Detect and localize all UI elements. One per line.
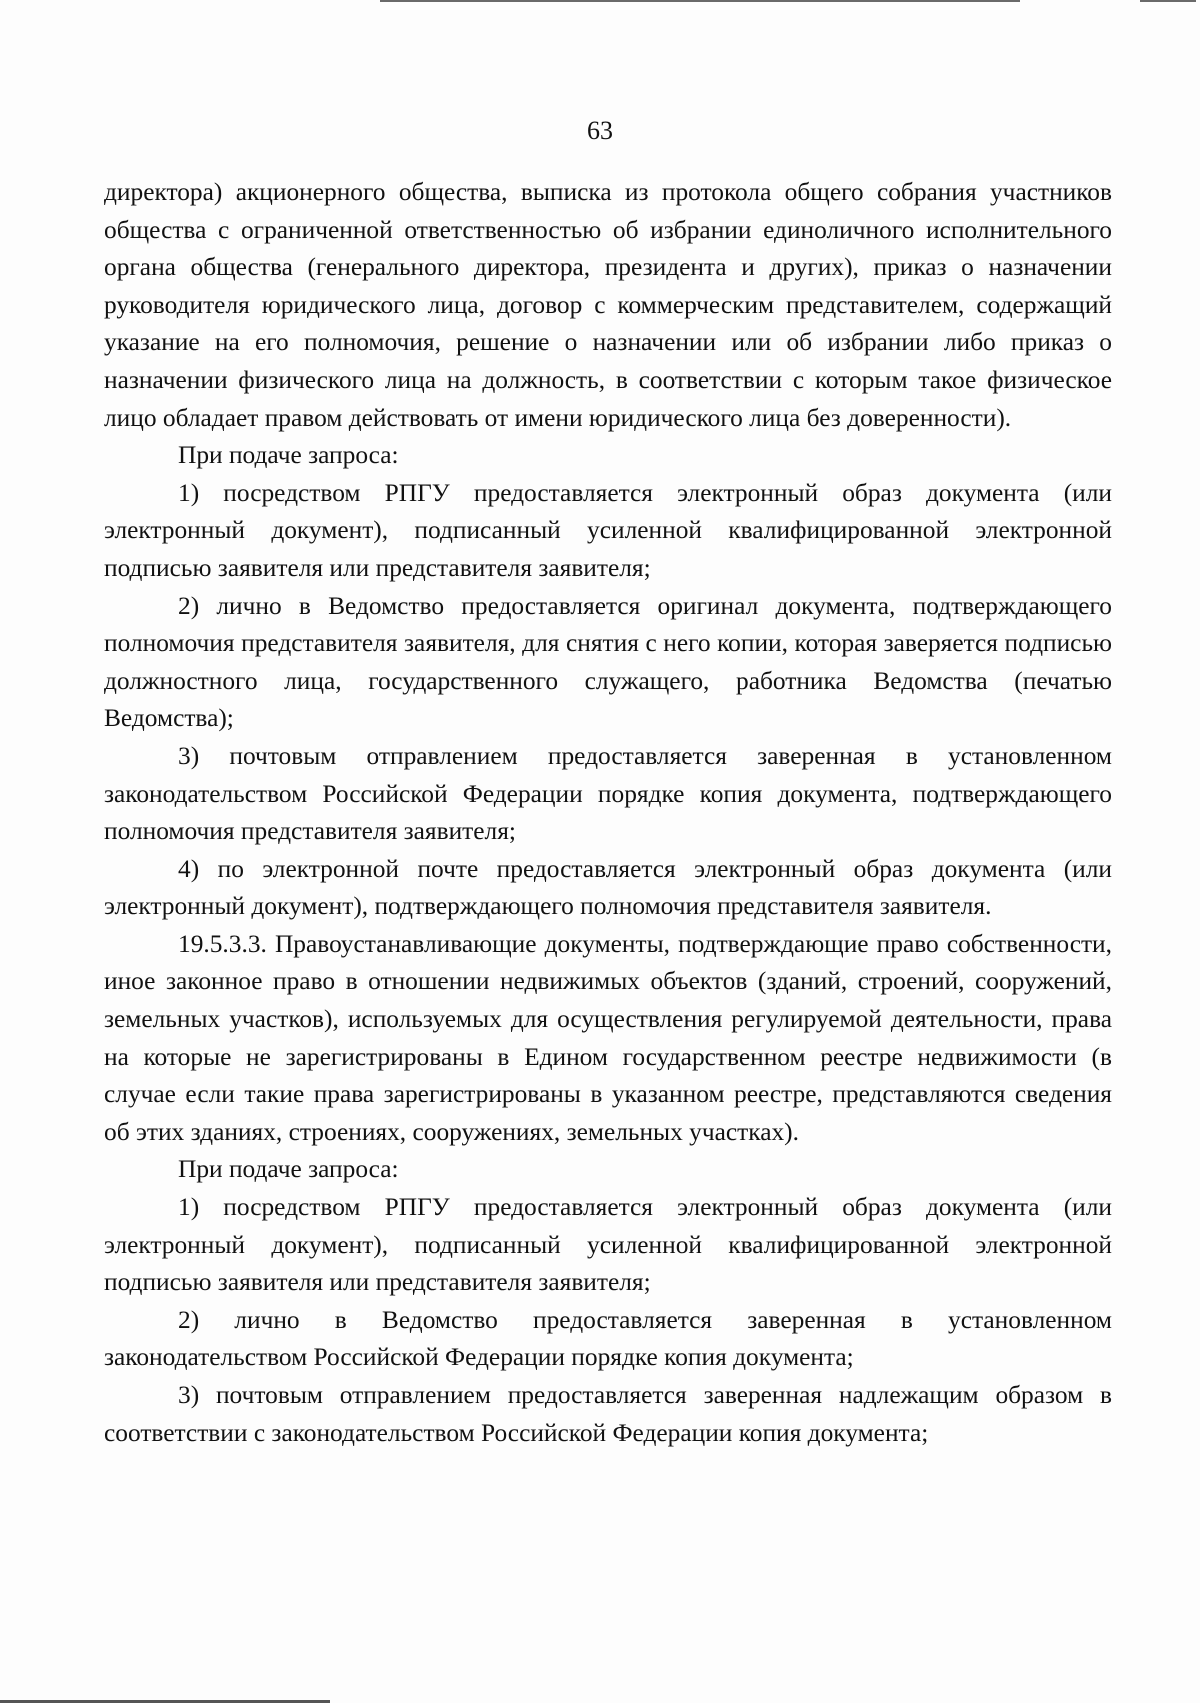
paragraph-item: 2) лично в Ведомство предоставляется заверенная в установленном законодательством Российской Федерации порядке копия документа; <box>104 1305 1112 1372</box>
paragraph-request-heading: При подаче запроса: <box>178 441 399 470</box>
scan-edge-top-right <box>1140 0 1196 2</box>
paragraph-section: 19.5.3.3. Правоустанавливающие документы, подтверждающие право собственности, иное законное право в отношении недвижимых объектов (зданий, строений, сооружений, земельных участков), используемых для осуществления регулируемой деятельности, права на которые не зарегистрированы в Едином государственном реестре недвижимости (в случае если такие права зарегистрированы в указанном реестре, представляются сведения об этих зданиях, строениях, сооружениях, земельных участках). <box>104 929 1112 1146</box>
paragraph-item: 4) по электронной почте предоставляется электронный образ документа (или электронный документ), подтверждающего полномочия представителя заявителя. <box>104 854 1112 921</box>
paragraph-item: 1) посредством РПГУ предоставляется электронный образ документа (или электронный документ), подписанный усиленной квалифицированной электронной подписью заявителя или представителя заявителя; <box>104 478 1112 582</box>
page-number: 63 <box>587 116 613 145</box>
paragraph-item: 3) почтовым отправлением предоставляется заверенная надлежащим образом в соответствии с законодательством Российской Федерации копия документа; <box>104 1381 1112 1447</box>
document-body <box>104 174 1112 1452</box>
paragraph-item: 2) лично в Ведомство предоставляется оригинал документа, подтверждающего полномочия представителя заявителя, для снятия с него копии, которая заверяется подписью должностного лица, государственного служащего, работника Ведомства (печатью Ведомства); <box>104 591 1112 733</box>
scan-edge-top <box>380 0 1020 2</box>
paragraph-request-heading: При подаче запроса: <box>178 1155 399 1184</box>
paragraph-continuation: директора) акционерного общества, выписка из протокола общего собрания участников общества с ограниченной ответственностью об избрании единоличного исполнительного органа общества (генерального директора, президента и других), приказ о назначении руководителя юридического лица, договор с коммерческим представителем, содержащий указание на его полномочия, решение о назначении или об избрании либо приказ о назначении физического лица на должность, в соответствии с которым такое физическое лицо обладает правом действовать от имени юридического лица без доверенности). <box>104 178 1112 432</box>
paragraph-item: 3) почтовым отправлением предоставляется заверенная в установленном законодательством Российской Федерации порядке копия документа, подтверждающего полномочия представителя заявителя; <box>104 741 1112 846</box>
paragraph-item: 1) посредством РПГУ предоставляется электронный образ документа (или электронный документ), подписанный усиленной квалифицированной электронной подписью заявителя или представителя заявителя; <box>104 1193 1112 1297</box>
